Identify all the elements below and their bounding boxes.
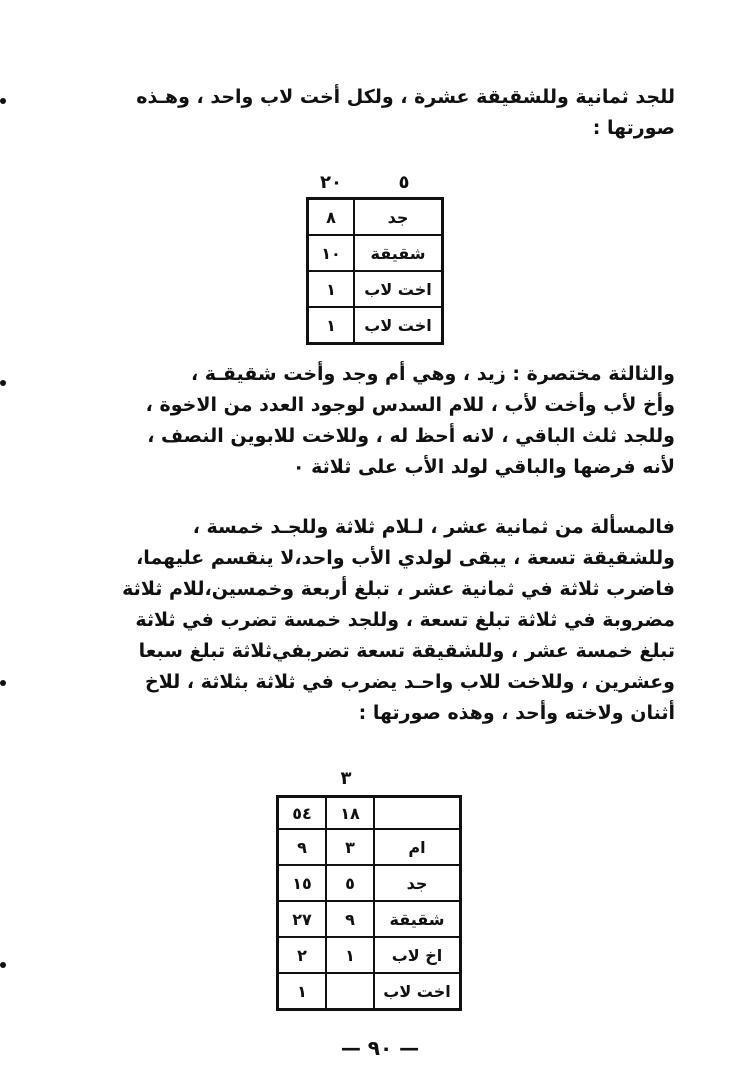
table-row (278, 865, 461, 901)
text-line: والثالثة مختصرة : زيد ، وهي أم وجد وأخت شقيقـة ، (190, 363, 675, 385)
table-cell-label: جد (354, 199, 443, 236)
text-line: مضروبة في ثلاثة تبلغ تسعة ، وللجد خمسة تضرب في ثلاثة (135, 609, 675, 631)
table-cell-label: اخت لاب (374, 973, 461, 1010)
table-row (278, 901, 461, 937)
text-line: وأخ لأب وأخت لأب ، للام السدس لوجود العدد من الاخوة ، (145, 394, 675, 416)
table-cell-total: ٩ (278, 829, 327, 865)
table-cell-total: ١٥ (278, 865, 327, 901)
table-1-header-left: ٢٠ (320, 172, 342, 193)
table-cell-label: اخت لاب (354, 307, 443, 344)
table-cell-total: ٢ (278, 937, 327, 973)
margin-mark (0, 962, 6, 968)
table-row (278, 937, 461, 973)
text-line: وللشقيقة تسعة ، يبقى لولدي الأب واحد،لا ينقسم عليهما، (136, 547, 675, 569)
table-cell-label: اخت لاب (354, 271, 443, 307)
table-1-header-right: ٥ (398, 172, 410, 193)
table-cell-value: ١ (308, 271, 355, 307)
text-line: فالمسألة من ثمانية عشر ، لـلام ثلاثة وللجـد خمسة ، (192, 516, 675, 538)
table-row (308, 307, 443, 344)
text-line: وللجد ثلث الباقي ، لانه أحظ له ، وللاخت للابوين النصف ، (147, 425, 675, 447)
table-2 (276, 795, 462, 1011)
paragraph-3 (75, 512, 675, 729)
table-cell-base: ٩ (326, 901, 374, 937)
table-cell-label: جد (374, 865, 461, 901)
paragraph-2 (75, 359, 675, 483)
margin-mark (0, 680, 6, 686)
text-line: وعشرين ، وللاخت للاب واحـد يضرب في ثلاثة بثلاثة ، للاخ (145, 671, 675, 693)
table-cell-total: ٢٧ (278, 901, 327, 937)
margin-mark (0, 380, 6, 386)
text-line: للجد ثمانية وللشقيقة عشرة ، ولكل أخت لاب واحد ، وهـذه (136, 86, 675, 108)
table-row (278, 829, 461, 865)
table-row (308, 271, 443, 307)
margin-mark (0, 98, 6, 104)
table-cell-label (374, 797, 461, 830)
table-cell-label: شقيقة (374, 901, 461, 937)
table-cell-base: ٣ (326, 829, 374, 865)
table-cell-label: شقيقة (354, 235, 443, 271)
text-line: صورتها : (592, 117, 675, 139)
table-cell-base: ٥ (326, 865, 374, 901)
table-cell-base: ١ (326, 937, 374, 973)
table-1 (306, 197, 444, 345)
table-cell-value: ١٠ (308, 235, 355, 271)
table-cell-value: ١ (308, 307, 355, 344)
table-row (278, 973, 461, 1010)
table-cell-total: ٥٤ (278, 797, 327, 830)
text-line: فاضرب ثلاثة في ثمانية عشر ، تبلغ أربعة وخمسين،للام ثلاثة (122, 578, 675, 600)
table-row (308, 199, 443, 236)
page-number: — ٩٠ — (340, 1036, 420, 1060)
text-line: تبلغ خمسة عشر ، وللشقيقة تسعة تضربفي‌ثلاثة تبلغ سبعا (138, 640, 675, 662)
table-cell-label: اخ لاب (374, 937, 461, 973)
table-cell-base: ١٨ (326, 797, 374, 830)
text-line: لأنه فرضها والباقي لولد الأب على ثلاثة ٠ (292, 456, 675, 478)
paragraph-1 (75, 82, 675, 144)
table-row (308, 235, 443, 271)
table-2-multiplier: ٣ (340, 768, 352, 789)
table-cell-total: ١ (278, 973, 327, 1010)
table-cell-base (326, 973, 374, 1010)
table-cell-label: ام (374, 829, 461, 865)
text-line: أثنان ولاخته وأحد ، وهذه صورتها : (358, 702, 675, 724)
table-cell-value: ٨ (308, 199, 355, 236)
table-row (278, 797, 461, 830)
